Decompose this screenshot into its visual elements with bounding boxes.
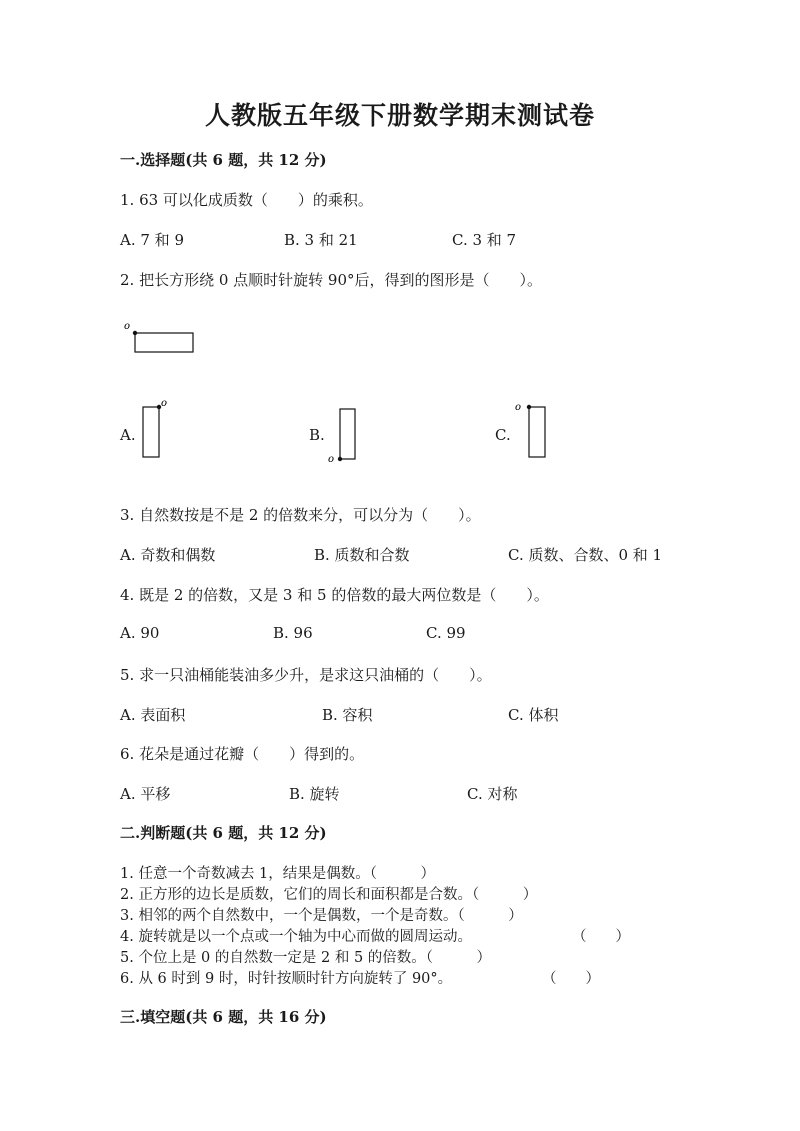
- question-6: 6. 花朵是通过花瓣（ ）得到的。: [120, 745, 365, 763]
- question-2: 2. 把长方形绕 0 点顺时针旋转 90°后，得到的图形是（ ）。: [120, 271, 543, 289]
- rectangle-shape: [135, 333, 193, 352]
- q4-option-a: A. 90: [120, 624, 160, 642]
- judge-item-6: 6. 从 6 时到 9 时，时针按顺时针方向旋转了 90°。: [120, 971, 453, 987]
- q4-option-c: C. 99: [426, 624, 466, 642]
- q3-option-b: B. 质数和合数: [314, 546, 410, 564]
- question-1: 1. 63 可以化成质数（ ）的乘积。: [120, 191, 373, 209]
- q1-option-c: C. 3 和 7: [452, 231, 517, 249]
- q6-option-c: C. 对称: [467, 785, 518, 803]
- option-b-figure: [326, 404, 366, 466]
- judge-item-3: 3. 相邻的两个自然数中，一个是偶数，一个是奇数。（ ）: [120, 908, 523, 924]
- q2-option-a: A.: [120, 426, 136, 444]
- judge-item-5: 5. 个位上是 0 的自然数一定是 2 和 5 的倍数。（ ）: [120, 950, 492, 966]
- rotated-rectangle-a: [143, 407, 159, 457]
- q5-option-c: C. 体积: [508, 706, 559, 724]
- q2-option-c: C.: [495, 426, 511, 444]
- judge-item-6-answer-blank: （ ）: [542, 971, 600, 987]
- q6-option-a: A. 平移: [120, 785, 171, 803]
- q3-option-a: A. 奇数和偶数: [120, 546, 216, 564]
- q4-option-b: B. 96: [273, 624, 313, 642]
- q3-option-c: C. 质数、合数、0 和 1: [508, 546, 663, 564]
- q1-option-b: B. 3 和 21: [284, 231, 358, 249]
- rotated-rectangle-c: [529, 407, 545, 457]
- q1-option-a: A. 7 和 9: [120, 231, 184, 249]
- q5-option-b: B. 容积: [322, 706, 373, 724]
- section-heading-fill: 三.填空题(共 6 题，共 16 分): [120, 1008, 327, 1026]
- question-3: 3. 自然数按是不是 2 的倍数来分，可以分为（ ）。: [120, 506, 481, 524]
- question-4: 4. 既是 2 的倍数，又是 3 和 5 的倍数的最大两位数是（ ）。: [120, 586, 549, 604]
- original-rectangle-figure: [120, 318, 200, 358]
- point-o: [133, 331, 137, 335]
- option-a-figure: [138, 396, 178, 462]
- point-o: [338, 457, 342, 461]
- point-o: [157, 405, 161, 409]
- q6-option-b: B. 旋转: [289, 785, 340, 803]
- judge-item-1: 1. 任意一个奇数减去 1，结果是偶数。（ ）: [120, 866, 436, 882]
- judge-item-4-answer-blank: （ ）: [572, 929, 630, 945]
- q2-option-b: B.: [309, 426, 325, 444]
- point-o-label: o: [161, 398, 168, 409]
- judge-item-2: 2. 正方形的边长是质数，它们的周长和面积都是合数。（ ）: [120, 887, 538, 903]
- point-o-label: o: [515, 402, 522, 413]
- section-heading-judge: 二.判断题(共 6 题，共 12 分): [120, 824, 327, 842]
- point-o-label: o: [124, 321, 131, 332]
- point-o-label: o: [328, 454, 335, 465]
- judge-item-4: 4. 旋转就是以一个点或一个轴为中心而做的圆周运动。: [120, 929, 472, 945]
- point-o: [527, 405, 531, 409]
- question-5: 5. 求一只油桶能装油多少升，是求这只油桶的（ ）。: [120, 666, 492, 684]
- option-c-figure: [512, 396, 552, 462]
- section-heading-choice: 一.选择题(共 6 题，共 12 分): [120, 151, 327, 169]
- page-title: 人教版五年级下册数学期末测试卷: [204, 101, 595, 130]
- q5-option-a: A. 表面积: [120, 706, 186, 724]
- rotated-rectangle-b: [340, 409, 355, 459]
